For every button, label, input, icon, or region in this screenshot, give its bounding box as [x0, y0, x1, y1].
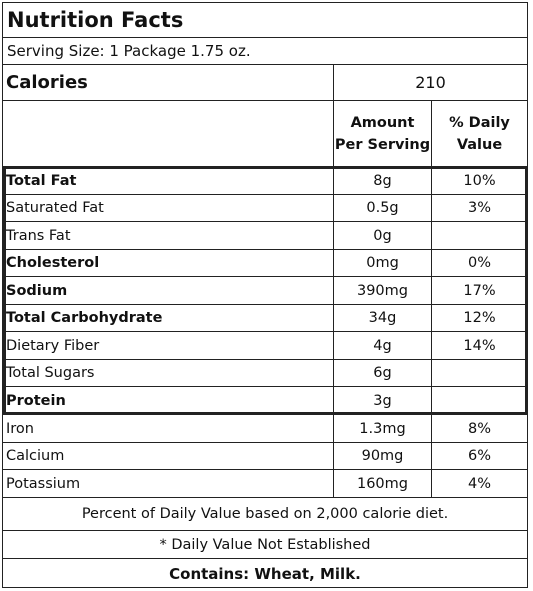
nutrient-row-cholesterol	[3, 250, 527, 277]
nutrient-row-saturated-fat	[3, 195, 527, 222]
nutrient-daily-value: 14%	[431, 332, 527, 359]
nutrition-facts-panel	[2, 2, 528, 588]
allergen-statement: Contains: Wheat, Milk.	[169, 564, 361, 583]
daily-value-header	[431, 101, 527, 166]
nutrient-daily-value: 0%	[431, 250, 527, 276]
nutrient-daily-value	[431, 360, 527, 386]
nutrient-row-trans-fat	[3, 222, 527, 250]
mineral-daily-value: 4%	[431, 470, 527, 497]
nutrient-name: Cholesterol	[6, 255, 100, 271]
nutrient-daily-value: 17%	[431, 277, 527, 304]
mineral-name: Calcium	[6, 448, 65, 464]
nutrient-name: Total Sugars	[6, 365, 95, 381]
nutrient-amount: 8g	[333, 167, 431, 194]
nutrient-name: Total Carbohydrate	[6, 310, 163, 326]
nutrient-amount: 390mg	[333, 277, 431, 304]
daily-value-note: Percent of Daily Value based on 2,000 calorie diet.	[3, 498, 527, 531]
nutrient-name: Trans Fat	[6, 227, 71, 244]
mineral-daily-value: 6%	[431, 443, 527, 469]
nutrient-name: Total Fat	[6, 172, 77, 189]
calories-label: Calories	[6, 72, 88, 93]
nutrient-daily-value: 12%	[431, 305, 527, 331]
column-header-row	[3, 101, 527, 167]
nutrient-row-protein	[3, 387, 527, 415]
mineral-amount: 90mg	[333, 443, 431, 469]
nutrient-amount: 0g	[333, 222, 431, 249]
dv-header-line2: Value	[456, 136, 503, 153]
nutrient-row-total-carbohydrate	[3, 305, 527, 332]
mineral-amount: 1.3mg	[333, 415, 431, 442]
nutrient-amount: 34g	[333, 305, 431, 331]
nutrient-row-total-sugars	[3, 360, 527, 387]
nutrient-name: Saturated Fat	[6, 200, 104, 216]
mineral-name: Iron	[6, 420, 34, 437]
nutrient-daily-value	[431, 387, 527, 414]
dv-header-line1: % Daily	[449, 114, 510, 131]
mineral-daily-value: 8%	[431, 415, 527, 442]
mineral-name: Potassium	[6, 475, 81, 492]
nutrient-name: Protein	[6, 392, 66, 409]
nutrient-amount: 4g	[333, 332, 431, 359]
calories-row	[3, 65, 527, 101]
amount-per-serving-header	[333, 101, 431, 166]
nutrient-name: Sodium	[6, 282, 68, 299]
nutrient-name: Dietary Fiber	[6, 337, 100, 354]
nutrient-amount: 0mg	[333, 250, 431, 276]
amount-header-line2: Per Serving	[334, 136, 431, 153]
nutrient-daily-value: 3%	[431, 195, 527, 221]
nutrient-amount: 3g	[333, 387, 431, 414]
nutrient-daily-value: 10%	[431, 167, 527, 194]
amount-header-line1: Amount	[350, 114, 415, 131]
nutrient-amount: 6g	[333, 360, 431, 386]
nutrient-row-total-fat	[3, 167, 527, 195]
nutrient-daily-value	[431, 222, 527, 249]
panel-title: Nutrition Facts	[3, 3, 527, 38]
mineral-amount: 160mg	[333, 470, 431, 497]
calories-value: 210	[333, 65, 527, 100]
mineral-row-calcium	[3, 443, 527, 470]
nutrient-amount: 0.5g	[333, 195, 431, 221]
not-established-note: * Daily Value Not Established	[3, 531, 527, 559]
mineral-row-potassium	[3, 470, 527, 498]
header-blank	[3, 101, 333, 166]
mineral-row-iron	[3, 415, 527, 443]
nutrient-row-dietary-fiber	[3, 332, 527, 360]
nutrient-row-sodium	[3, 277, 527, 305]
serving-size: Serving Size: 1 Package 1.75 oz.	[3, 38, 527, 65]
